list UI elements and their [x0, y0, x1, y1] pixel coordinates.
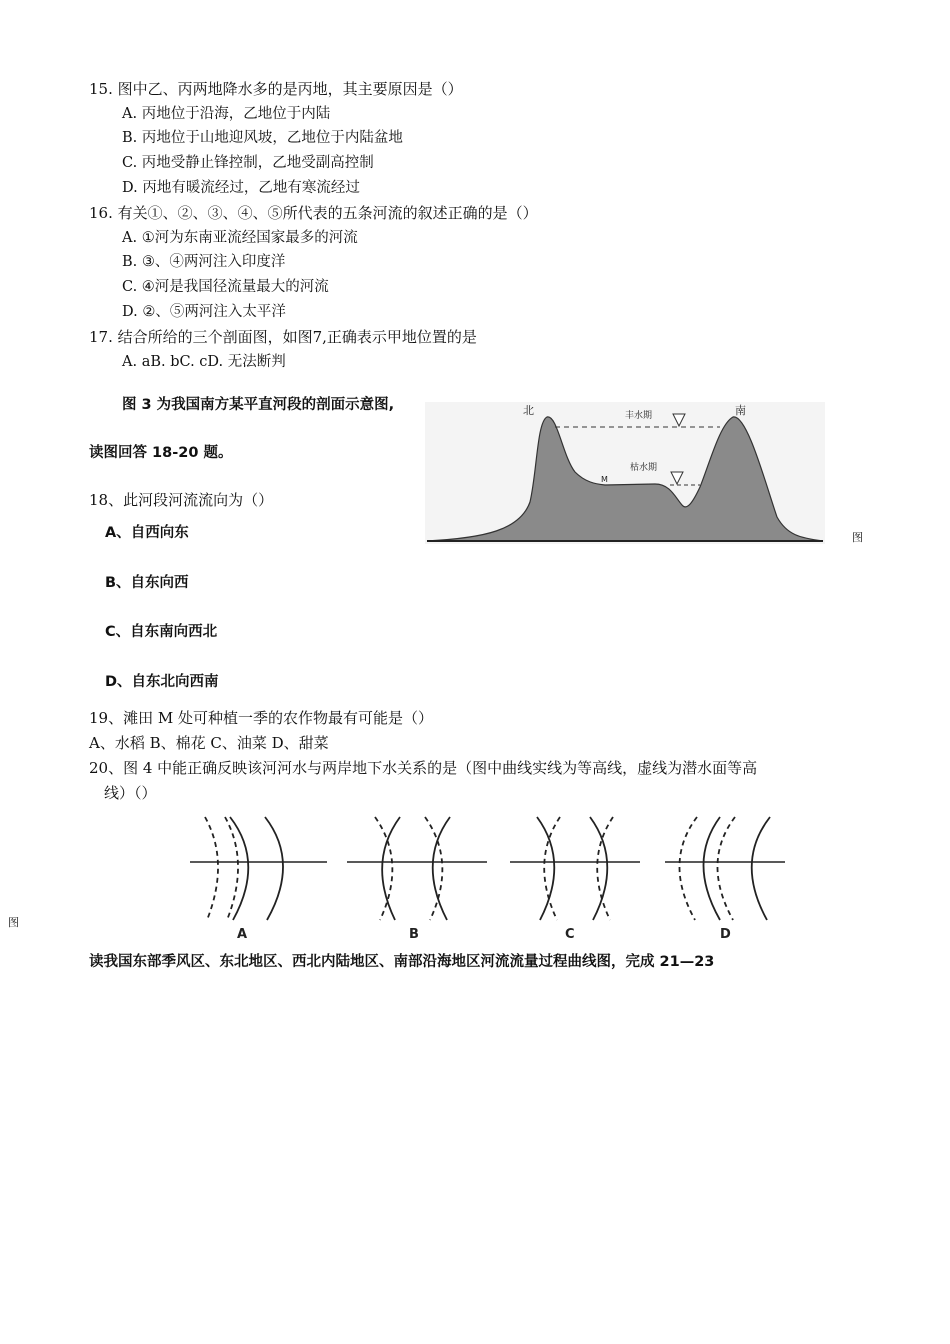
q20-stem-line2: 线）（） — [104, 784, 157, 802]
q15-option-c: C. 丙地受静止锋控制，乙地受副高控制 — [122, 155, 374, 171]
q18-option-c: C、自东南向西北 — [105, 624, 218, 640]
q16-option-b: B. ③、④两河注入印度洋 — [122, 254, 286, 270]
fig3-side-label: 图 — [852, 531, 863, 544]
fig4-side-label: 图 — [8, 916, 19, 929]
panel-b-label: B — [409, 927, 419, 942]
q16-option-d: D. ②、⑤两河注入太平洋 — [122, 304, 286, 320]
panel-d — [665, 817, 785, 920]
q18-option-d: D、自东北向西南 — [105, 674, 219, 690]
north-label: 北 — [523, 404, 534, 417]
q18-stem: 18、此河段河流流向为（） — [89, 491, 274, 509]
intro-fig3-line2: 读图回答 18-20 题。 — [89, 445, 233, 461]
panel-a-label: A — [237, 927, 248, 942]
q19-options: A、水稻 B、棉花 C、油菜 D、甜菜 — [89, 734, 329, 752]
m-point-label: M — [601, 475, 608, 484]
q17-options: A. aB. bC. cD. 无法断判 — [122, 354, 286, 370]
q16-option-a: A. ①河为东南亚流经国家最多的河流 — [122, 230, 358, 246]
q16-stem: 16. 有关①、②、③、④、⑤所代表的五条河流的叙述正确的是（） — [89, 204, 538, 222]
q17-stem: 17. 结合所给的三个剖面图，如图7,正确表示甲地位置的是 — [89, 328, 477, 346]
panel-c-label: C — [565, 927, 575, 942]
river-cross-section-figure — [425, 402, 825, 544]
contour-diagrams-figure — [185, 812, 790, 942]
q16-option-c: C. ④河是我国径流量最大的河流 — [122, 279, 329, 295]
panel-b — [347, 817, 487, 920]
panel-c — [510, 817, 640, 920]
intro-21-23: 读我国东部季风区、东北地区、西北内陆地区、南部沿海地区河流流量过程曲线图，完成 21—23 — [89, 954, 715, 970]
panel-a — [190, 817, 327, 920]
dry-season-label: 枯水期 — [630, 463, 658, 473]
panel-d-label: D — [720, 927, 731, 942]
flood-season-label: 丰水期 — [625, 411, 653, 421]
q15-option-b: B. 丙地位于山地迎风坡，乙地位于内陆盆地 — [122, 130, 403, 146]
q15-option-d: D. 丙地有暖流经过，乙地有寒流经过 — [122, 180, 360, 196]
q18-option-b: B、自东向西 — [105, 575, 189, 591]
q15-option-a: A. 丙地位于沿海，乙地位于内陆 — [122, 106, 331, 122]
south-label: 南 — [735, 404, 746, 417]
q20-stem-line1: 20、图 4 中能正确反映该河河水与两岸地下水关系的是（图中曲线实线为等高线，虚线为潜水面等高 — [89, 759, 758, 777]
q18-option-a: A、自西向东 — [105, 525, 189, 541]
q15-stem: 15. 图中乙、丙两地降水多的是丙地，其主要原因是（） — [89, 80, 463, 98]
q19-stem: 19、滩田 M 处可种植一季的农作物最有可能是（） — [89, 709, 433, 727]
intro-fig3-line1: 图 3 为我国南方某平直河段的剖面示意图, — [122, 397, 395, 413]
